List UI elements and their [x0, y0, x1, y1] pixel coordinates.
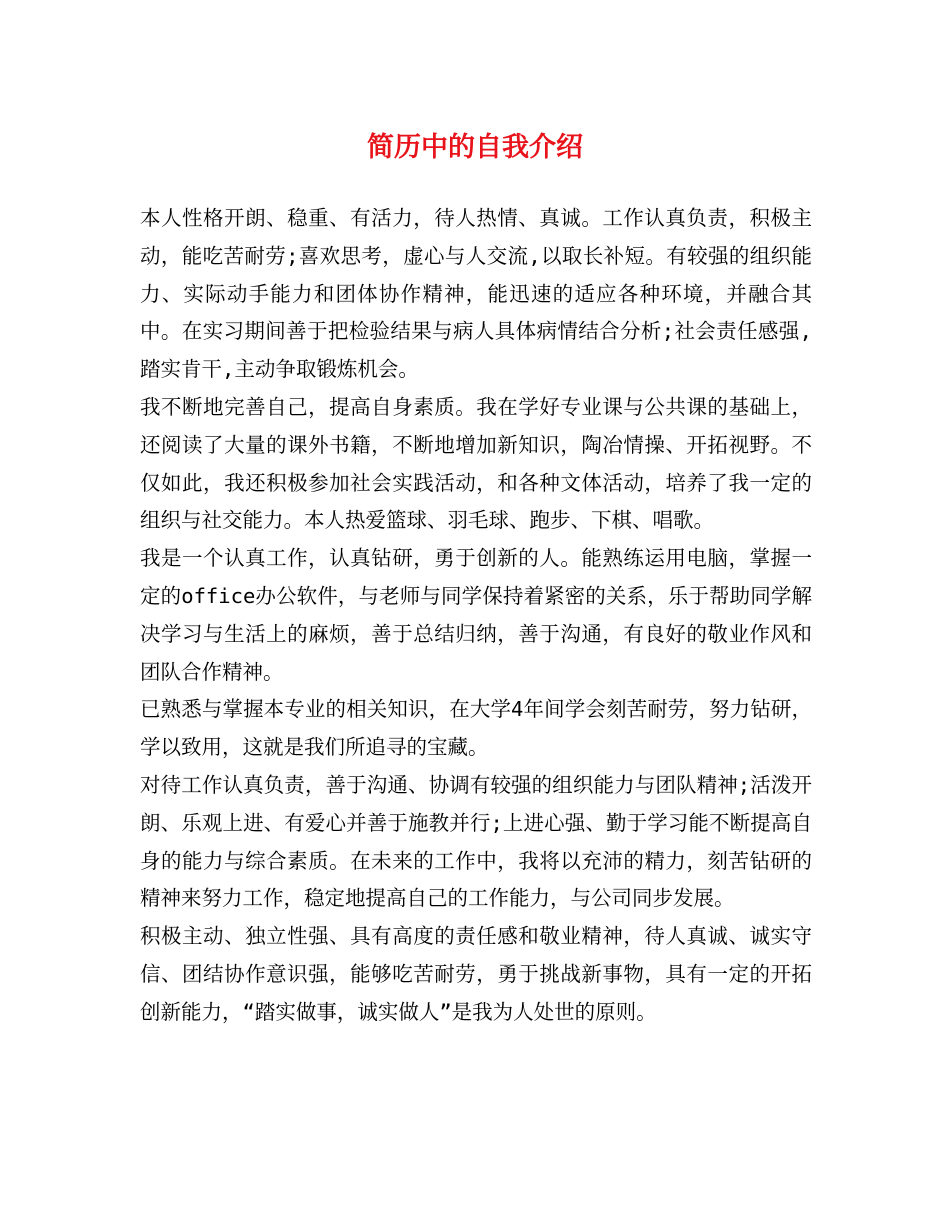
paragraph-professional-knowledge: 已熟悉与掌握本专业的相关知识，在大学4年间学会刻苦耐劳，努力钻研，学以致用，这就是我们所追寻的宝藏。 [140, 697, 812, 760]
paragraph-work-skills: 我是一个认真工作，认真钻研，勇于创新的人。能熟练运用电脑，掌握一定的office办公软件，与老师与同学保持着紧密的关系，乐于帮助同学解决学习与生活上的麻烦，善于总结归纳，善于沟通，有良好的敬业作风和团队合作精神。 [140, 546, 812, 684]
paragraph-principles: 积极主动、独立性强、具有高度的责任感和敬业精神，待人真诚、诚实守信、团结协作意识强，能够吃苦耐劳，勇于挑战新事物，具有一定的开拓创新能力，“踏实做事，诚实做人”是我为人处世的原则。 [140, 924, 812, 1024]
paragraph-self-improvement: 我不断地完善自己，提高自身素质。我在学好专业课与公共课的基础上，还阅读了大量的课外书籍，不断地增加新知识，陶冶情操、开拓视野。不仅如此，我还积极参加社会实践活动，和各种文体活动，培养了我一定的组织与社交能力。本人热爱篮球、羽毛球、跑步、下棋、唱歌。 [140, 394, 812, 533]
document-title: 简历中的自我介绍 [367, 132, 583, 163]
paragraph-work-attitude: 对待工作认真负责，善于沟通、协调有较强的组织能力与团队精神;活泼开朗、乐观上进、有爱心并善于施教并行;上进心强、勤于学习能不断提高自身的能力与综合素质。在未来的工作中，我将以充沛的精力，刻苦钻研的精神来努力工作，稳定地提高自己的工作能力，与公司同步发展。 [140, 772, 812, 911]
document-body [140, 200, 812, 1032]
paragraph-personality: 本人性格开朗、稳重、有活力，待人热情、真诚。工作认真负责，积极主动，能吃苦耐劳;喜欢思考，虚心与人交流,以取长补短。有较强的组织能力、实际动手能力和团体协作精神，能迅速的适应各种环境，并融合其中。在实习期间善于把检验结果与病人具体病情结合分析;社会责任感强,踏实肯干,主动争取锻炼机会。 [140, 206, 812, 382]
